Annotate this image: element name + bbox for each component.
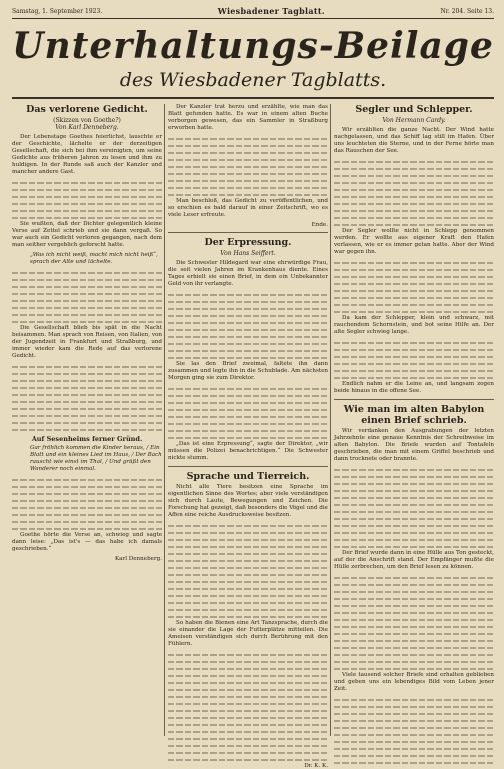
header-number: Nr. 204. Seite 13. [440, 7, 494, 15]
paragraph: Man beschloß, das Gedicht zu veröffentlichen, und so erschien es bald darauf in einer Zeitschrift, wo es viele Leser erfreute. [168, 198, 328, 218]
column-2 [168, 104, 328, 769]
text-lines [334, 696, 494, 766]
quote: „Was ich nicht weiß, macht mich nicht heiß“, sprach der Alte und lächelte. [30, 252, 158, 265]
article-author: Von Karl Denneberg. [55, 124, 119, 131]
paragraph: Die Gesellschaft blieb bis spät in die Nacht beisammen. Man sprach von Reisen, von Italien, von der Jugendzeit in Frankfurt und Straßburg, und immer wieder kam die Rede auf das verlorene Gedicht. [12, 325, 162, 359]
article-heading: Der Erpressung. [204, 237, 292, 248]
paragraph: Die Schwester Hildegard war eine ehrwürdige Frau, die seit vielen Jahren im Krankenhaus diente. Eines Tages erhielt sie einen Brief, in dem ein Unbekannter Geld von ihr verlangte. [168, 260, 328, 287]
poem: Gar fröhlich kommen die Kinder heraus, / Ein Blatt und ein kleines Lied im Haus, / Der Bach rauscht wie einst im Thal, / Und grüßt den Wanderer noch einmal. [30, 445, 162, 472]
section-rule [334, 399, 494, 400]
text-lines [12, 179, 162, 221]
page-header [12, 6, 494, 16]
paragraph: Der Kanzler trat herzu und erzählte, wie man das Blatt gefunden hatte. Es war in einem alten Buche verborgen gewesen, das ein Sammler in Straßburg erworben hatte. [168, 104, 328, 131]
paragraph: Der Lebenstage Goethes feierlichst, lauschte er der Geschichte, lächelte er der derzeitigen Gesellschaft, die sich bei ihm vereinigten, um seine Gedichte aus früheren Jahren zu lesen und ihm zu huldigen. In der Runde saß auch der Kanzler und mancher andere Gast. [12, 134, 162, 175]
paragraph: Sie las den Brief zweimal, faltete ihn dann zusammen und legte ihn in die Schublade. Am nächsten Morgen ging sie zum Direktor. [168, 361, 328, 381]
text-lines [334, 158, 494, 228]
paragraph: Sie wußten, daß der Dichter gelegentlich kleine Verse auf Zettel schrieb und sie dann vergaß. So war auch ein Gedicht verloren gegangen, nach dem man seither vergeblich geforscht hatte. [12, 221, 162, 248]
article-heading: Das verlorene Gedicht. [26, 104, 148, 115]
paragraph: Viele tausend solcher Briefe sind erhalten geblieben und geben uns ein lebendiges Bild vom Leben jener Zeit. [334, 672, 494, 692]
text-lines [168, 522, 328, 620]
header-paper-name: Wiesbadener Tagblatt. [217, 6, 325, 16]
paragraph: Der Brief wurde dann in eine Hülle aus Ton gesteckt, auf der die Anschrift stand. Der Empfänger mußte die Hülle zerbrechen, um den Brief lesen zu können. [334, 550, 494, 570]
text-lines [12, 269, 162, 325]
text-lines [168, 651, 328, 763]
signature: Karl Denneberg. [115, 556, 162, 562]
header-date: Samstag, 1. September 1923. [12, 7, 103, 15]
masthead-subtitle: des Wiesbadener Tagblatts. [119, 69, 387, 91]
article-author: Von Hans Seiffert. [220, 250, 276, 257]
column-3 [334, 104, 494, 736]
paragraph: Endlich nahm er die Leine an, und langsam zogen beide hinaus in die offene See. [334, 381, 494, 394]
paragraph: Der Segler wollte nicht in Schlepp genommen werden. Er wollte aus eigener Kraft den Hafen verlassen, wie er es immer getan hatte. Aber der Wind war gegen ihn. [334, 228, 494, 255]
masthead-title: Unterhaltungs-Beilage [12, 25, 494, 67]
paragraph: Goethe hörte die Verse an, schwieg und sagte dann leise: „Das ist's — das habe ich damals geschrieben.“ [12, 532, 162, 552]
column-divider [330, 104, 331, 736]
poem-title: Auf Sesenheims ferner Gründ. [31, 435, 143, 443]
paragraph: Da kam der Schlepper, klein und schwarz, mit rauchendem Schornstein, und bot seine Hilfe an. Der alte Segler schwieg lange. [334, 315, 494, 335]
article-subheading: (Skizzen von Goethe?) [53, 117, 121, 124]
article-heading: Sprache und Tierreich. [186, 471, 310, 482]
signature: Dr. K. K. [304, 763, 328, 769]
article-author: Von Hermann Cardy. [382, 117, 446, 124]
paragraph: Nicht alle Tiere besitzen eine Sprache im eigentlichen Sinne des Wortes; aber viele verständigen sich durch Laute, Bewegungen und Zeichen. Die Forschung hat gezeigt, daß besonders die Vögel und die Affen eine reiche Ausdrucksweise besitzen. [168, 484, 328, 518]
signature: Ende. [311, 222, 328, 228]
paragraph: Wir erzählten die ganze Nacht. Der Wind hatte nachgelassen, und das Schiff lag still im Hafen. Über uns leuchteten die Sterne, und in der Ferne hörte man das Rauschen der See. [334, 127, 494, 154]
text-lines [334, 339, 494, 381]
masthead [12, 18, 494, 99]
article-heading: Wie man im alten Babylon einen Brief schrieb. [343, 404, 485, 426]
text-lines [168, 291, 328, 361]
text-lines [334, 259, 494, 315]
section-rule [168, 466, 328, 467]
article-heading: Segler und Schlepper. [355, 104, 473, 115]
text-lines [12, 363, 162, 433]
text-lines [168, 385, 328, 441]
column-divider [164, 104, 165, 736]
text-lines [168, 135, 328, 198]
text-lines [12, 476, 162, 532]
paragraph: „Das ist eine Erpressung“, sagte der Direktor, „wir müssen die Polizei benachrichtigen.“ Die Schwester nickte stumm. [168, 441, 328, 461]
section-rule [168, 232, 328, 233]
text-lines [334, 574, 494, 672]
paragraph: So haben die Bienen eine Art Tanzsprache, durch die sie einander die Lage der Futterplätze mitteilen. Die Ameisen verständigen sich durch Berührung mit den Fühlern. [168, 620, 328, 647]
text-lines [334, 466, 494, 550]
column-1 [12, 104, 162, 736]
paragraph: Wir verdanken den Ausgrabungen der letzten Jahrzehnte eine genaue Kenntnis der Schreibweise im alten Babylon. Die Briefe wurden auf Tontafeln geschrieben, die man mit einem Griffel beschrieb und dann trocknete oder brannte. [334, 428, 494, 462]
